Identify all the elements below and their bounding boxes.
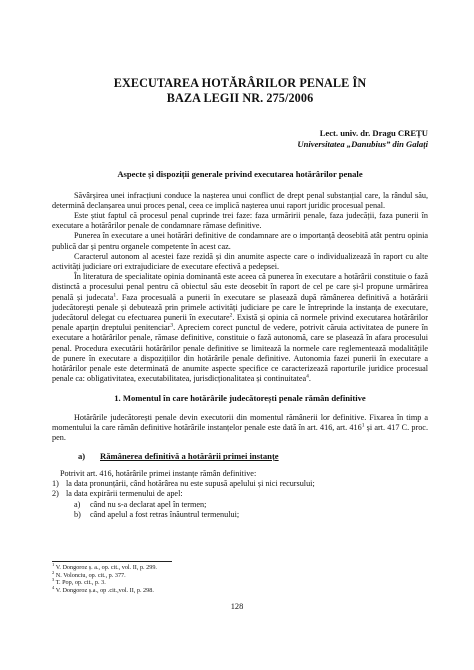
footnote xyxy=(52,584,157,595)
list-item-text: la data pronunțării, când hotărârea nu este supusă apelului și nici recursului; xyxy=(66,479,315,489)
list-item-text: când apelul a fost retras înăuntrul termenului; xyxy=(90,509,240,519)
document-title xyxy=(52,76,428,106)
footnote-number: 3 xyxy=(52,577,55,583)
footnote-number: 2 xyxy=(52,569,55,575)
paragraph-text: În literatura de specialitate opinia dominantă este aceea că punerea în executare a hotărârii constituie o fază distinctă a procesului penal pentru că obiectul său este deosebit în raport de cel pe care și-l propune urmărirea penală și judecata xyxy=(52,272,428,302)
author-name: Lect. univ. dr. Dragu CREȚU xyxy=(319,128,428,138)
paragraph-text: . Apreciem corect punctul de vedere, potrivit căruia activitatea de punere în executare a hotărârilor penale, rămase definitive, constituie o fază autonomă, care se plasează în afara procesului penal. Procedura executării hotărârilor penale definitive se limitează la normele care reglementează modalitățile de punere în executare a dispozițiilor din hotărârile penale definitive. Autonomia fazei punerii în executare a hotărârilor penale este determinată de anumite aspecte specifice ce caracterizează raporturile juridice procesual penale ca: obligativitatea, executabilitatea, jurisdicționalitatea și continuitatea xyxy=(52,323,428,384)
paragraph: Punerea în executare a unei hotărâri definitive de condamnare are o importanță deosebită atât pentru opinia publică dar și pentru organele competente în acest caz. xyxy=(52,231,428,251)
list-item xyxy=(52,489,428,499)
paragraph-doctrine xyxy=(52,272,428,384)
paragraph-text: . Există și opinia că normele privind executarea hotărârilor penale aparțin dreptului penitenciar xyxy=(52,312,428,333)
paragraph-text: Hotărârile judecătorești penale devin executorii din momentul rămânerii lor definitive. Fixarea în timp a momentului la care rămân definitive hotărârile instanțelor penale este dată în art. 416, art. 416 xyxy=(52,412,428,433)
footnote-text: N. Volonciu, op. cit., p. 377. xyxy=(55,571,126,579)
footnote xyxy=(52,561,157,572)
list-marker: 1) xyxy=(52,479,59,489)
footnote-number: 4 xyxy=(52,584,55,590)
footnote-ref[interactable]: 2 xyxy=(229,312,233,319)
paragraph: Caracterul autonom al acestei faze rezidă și din anumite aspecte care o individualizează în raport cu alte activități judiciare ori extrajudiciare de executare efectivă a pedepsei. xyxy=(52,251,428,271)
paragraph-text: . xyxy=(308,374,311,384)
section-heading-general: Aspecte și dispoziții generale privind executarea hotărârilor penale xyxy=(117,169,363,179)
footnote-ref[interactable]: 4 xyxy=(306,373,309,380)
footnote-text: T. Pop, op. cit., p. 3. xyxy=(55,579,106,587)
author-block xyxy=(52,128,428,149)
paragraph-text: și art. 417 C. proc. pen. xyxy=(52,423,428,443)
list-marker: a) xyxy=(74,499,81,509)
section-1-heading: 1. Momentul în care hotărârile judecătorești penale rămân definitive xyxy=(114,393,366,404)
footnote-ref[interactable]: 3 xyxy=(170,322,174,329)
paragraph-section-1 xyxy=(52,413,428,444)
list-item xyxy=(52,510,428,520)
list-item xyxy=(52,479,428,489)
footnote xyxy=(52,579,157,587)
footnote-ref[interactable]: 1 xyxy=(113,291,117,298)
definitive-conditions-list xyxy=(52,479,428,520)
footnote-number: 1 xyxy=(52,561,55,567)
footnote-divider xyxy=(52,561,172,562)
page-number: 128 xyxy=(230,602,244,611)
paragraph-text: . Faza procesuală a punerii în executare se plasează după rămânerea definitivă a hotărârii judecătorești penale și debutează prin primele activități judiciare pe care le întreprinde la instanța de executare, judecătorul delegat cu efectuarea punerii în executare xyxy=(52,292,428,322)
subsection-marker: a) xyxy=(78,451,86,462)
author-institution: Universitatea „Danubius” din Galați xyxy=(297,138,428,149)
paragraph: Este știut faptul că procesul penal cuprinde trei faze: faza urmăririi penale, faza judecății, faza punerii în executare a hotărârilor penale de condamnare rămase definitive. xyxy=(52,210,428,231)
subsection-title: Rămânerea definitivă a hotărârii primei instanțe xyxy=(100,451,279,462)
superscript: 1 xyxy=(361,422,365,429)
list-marker: 2) xyxy=(52,489,59,499)
title-line-1: EXECUTAREA HOTĂRÂRILOR PENALE ÎN xyxy=(113,76,367,90)
footnote-text: V. Dongoroz ș. a., op. cit., vol. II, p. 299. xyxy=(55,564,157,571)
paragraph: Săvârșirea unei infracțiuni conduce la nașterea unui conflict de drept penal substanțial care, la rândul său, determină declanșarea unui proces penal, ceea ce implică nașterea unui raport juridic procesual penal. xyxy=(52,190,428,210)
list-item-text: la data expirării termenului de apel: xyxy=(66,489,183,499)
list-item-text: când nu s-a declarat apel în termen; xyxy=(90,499,207,509)
list-item xyxy=(52,500,428,510)
list-lead: Potrivit art. 416, hotărârile primei instanțe rămân definitive: xyxy=(60,468,257,478)
subsection-a-heading xyxy=(78,451,428,462)
title-line-2: BAZA LEGII NR. 275/2006 xyxy=(166,91,314,105)
footnotes xyxy=(52,561,157,594)
list-marker: b) xyxy=(74,509,81,519)
footnote-text: V. Dongoroz ș.a., op .cit.,vol. II, p. 298. xyxy=(55,586,154,594)
